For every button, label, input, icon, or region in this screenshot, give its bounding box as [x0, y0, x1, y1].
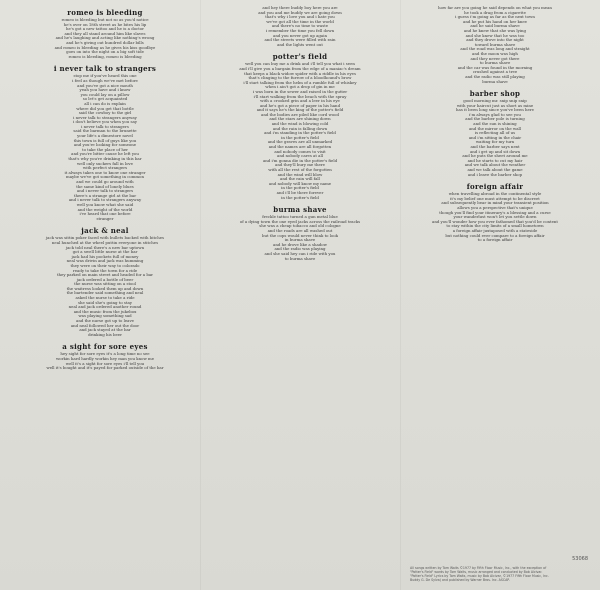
- lyric-line: and the sun is shining: [473, 122, 517, 127]
- lyric-line: all i can do is explain: [84, 101, 126, 106]
- lyric-line: stranger: [96, 216, 114, 221]
- lyrics-column-middle: [200, 0, 400, 590]
- song-lyrics: [206, 215, 394, 261]
- lyric-line: in the potter's field: [281, 186, 319, 191]
- lyric-line: he's over on 18th street as he bites his lip: [63, 22, 147, 27]
- song-title: jack & neal: [81, 226, 129, 236]
- lyric-line: and he's giving out hundred dollar bills: [66, 40, 144, 45]
- lyric-line: jack ordered a bottle of beer: [76, 277, 134, 282]
- lyric-line: and they all stand around him like slaves: [64, 31, 146, 36]
- song-title: potter's field: [272, 52, 328, 62]
- lyric-line: and he said burma shave: [470, 24, 520, 29]
- lyric-line: and subsequently bear in mind your transient position: [441, 201, 549, 206]
- lyric-line: neal was drivin and jack was humming: [66, 259, 144, 264]
- lyric-line: and you're looking for someone: [73, 143, 137, 148]
- lyric-line: it's my belief one must attempt to be discreet: [450, 196, 540, 201]
- lyric-line: that's clinging to the furrow of a bloodhound's brow: [248, 76, 352, 81]
- lyric-line: we've got all the time in the world: [266, 19, 334, 24]
- lyric-line: said the cowboy to the girl: [78, 111, 132, 116]
- song-lyrics: [406, 6, 584, 84]
- lyrics-column-right: [400, 0, 590, 590]
- lyric-line: drinking his beer: [88, 332, 122, 337]
- lyric-line: i guess i'm going as far as the next town: [455, 15, 535, 20]
- song-block: [206, 6, 394, 47]
- lyric-line: and he's got a piece of paper in his hand: [259, 103, 341, 108]
- lyric-line: how far are you going he said depends on what you mean: [438, 6, 552, 10]
- lyric-line: jack had his pockets full of money: [71, 254, 139, 259]
- lyric-line: well it's a sight for sore eyes i'll tell you: [65, 361, 145, 366]
- lyric-line: and the streets were filled with rain: [264, 38, 336, 43]
- lyric-line: and i'll be there forever: [276, 190, 324, 195]
- lyric-line: to take the place of her: [82, 147, 128, 152]
- lyric-line: a foreign affair juxtaposed with a stateside: [452, 228, 538, 233]
- song-lyrics: [406, 99, 584, 177]
- lyric-line: and she knew that he was too: [465, 33, 525, 38]
- lyric-line: with all the rest of the forgotten: [268, 168, 332, 172]
- lyric-line: is reflecting all of us: [474, 131, 516, 136]
- lyric-line: stop me if you've heard this one: [73, 74, 137, 79]
- credit-line: "Potter's Field" Lyrics by Tom Waits, music by Bob Alcivar, ©1977 Fifth Floor Music, Inc.: [410, 574, 549, 578]
- song-block: [206, 52, 394, 200]
- lyric-line: that's why i love you and i hate you: [265, 15, 335, 20]
- lyric-line: though you'll find your itinerary's a blessing and a curse: [439, 210, 551, 215]
- lyric-line: and neal followed her out the door: [70, 323, 140, 328]
- lyric-line: and the radio was still playing: [465, 74, 525, 79]
- lyric-line: but the cops would never think to look: [261, 233, 339, 238]
- lyric-line: got a swell little nurse at the bar: [72, 250, 138, 255]
- lyric-line: and he puts the sheet around me: [462, 154, 528, 159]
- song-title: barber shop: [469, 89, 521, 99]
- lyric-line: i've heard that one before: [79, 212, 131, 217]
- song-title: romeo is bleeding: [67, 8, 143, 17]
- lyric-line: that keeps a black widow spider with a riddle in his eyes: [244, 71, 356, 76]
- lyric-line: well you can buy me a drink and i'll tell you what i seen: [245, 62, 355, 67]
- lyric-line: and you've got a nice mouth: [77, 83, 133, 88]
- lyric-line: he took a drag from a cigarette: [464, 10, 526, 15]
- credit-line: All songs written by Tom Waits ©1977 by Fifth Floor Music, Inc., with the exception of: [410, 566, 547, 570]
- lyric-line: was playing something sad: [78, 314, 132, 319]
- lyric-line: he's got a new tattoo and he is a doctor: [65, 27, 145, 32]
- lyric-line: and he put his hand on her knee: [463, 19, 527, 24]
- song-block: [16, 226, 194, 337]
- song-title: a sight for sore eyes: [62, 342, 148, 352]
- lyric-line: with perfect strangers: [82, 166, 128, 171]
- lyric-line: and the radio was playing: [274, 247, 326, 252]
- song-title: burma shave: [273, 205, 327, 215]
- lyric-line: yeah you have and i know: [79, 88, 131, 93]
- lyric-line: this town is full of guys like you: [73, 138, 137, 143]
- lyric-line: she said she's going to stay: [78, 300, 132, 305]
- song-block: [406, 6, 584, 84]
- credit-line: "Potter's Field" words by Tom Waits, music arranged and conducted by Bob Alcivar.: [410, 570, 543, 574]
- lyric-line: workin hard hardly workin hey man you know me: [55, 357, 155, 361]
- lyric-line: i'll start talking from the helm of a rumble full of whiskey: [243, 80, 357, 85]
- song-block: [16, 64, 194, 221]
- lyric-line: and i never talk to strangers: [76, 189, 134, 194]
- lyric-line: and you're bitter cause he left you: [71, 152, 139, 157]
- lyric-line: freckle tattoo turned a gun metal blue: [262, 215, 338, 220]
- lyric-line: romeo is bleeding, romeo is bleeding: [68, 54, 142, 59]
- lyric-line: the waitress looked them up and down: [66, 286, 144, 291]
- lyric-line: and the wind is blowing cold: [271, 122, 329, 127]
- lyric-line: said the barman to the brunette: [73, 129, 137, 134]
- lyric-line: and the stars are shining down: [269, 117, 331, 122]
- lyric-line: and it says he's the king of the potter's field: [256, 108, 344, 113]
- lyric-line: and i'm standing in the potter's field: [264, 131, 336, 136]
- lyric-line: in burma shave: [284, 238, 316, 243]
- lyric-line: and the rain will fall: [280, 177, 320, 182]
- lyric-line: and romeo is bleeding as he gives his kiss goodbye: [54, 45, 156, 50]
- lyric-line: and the bodies are piled like cord wood: [261, 112, 339, 117]
- lyric-line: but nothing could ever compare to a foreign affair: [445, 233, 545, 238]
- lyric-line: your wanderlust won't let you settle down: [453, 215, 537, 220]
- lyric-line: with your haircut just as short as mine: [456, 103, 534, 108]
- lyric-line: waiting for my turn: [475, 140, 515, 145]
- lyric-line: maybe we've got something in common: [66, 175, 144, 180]
- catalog-number: 53068: [572, 556, 588, 562]
- lyric-line: when i ain't got a drop of gin in me: [265, 85, 335, 90]
- lyric-line: and they'll bury me there: [275, 163, 325, 168]
- song-block: [406, 182, 584, 243]
- lyric-line: in the potter's field: [281, 195, 319, 200]
- lyric-line: they were on their way to colorado: [70, 263, 140, 268]
- lyric-line: and the wind will blow: [277, 172, 323, 177]
- lyric-line: well only suckers fall in love: [77, 161, 133, 166]
- song-lyrics: [406, 192, 584, 243]
- lyric-line: and she said hey can i ride with you: [264, 251, 336, 256]
- song-lyrics: [16, 236, 194, 337]
- lyric-line: romeo is bleeding but not so as you'd notice: [61, 18, 149, 22]
- lyric-line: with a crooked grin and a leer in his eye: [260, 99, 340, 104]
- lyrics-column-left: [10, 0, 200, 590]
- lyric-line: i don't believe you when you say: [73, 120, 137, 125]
- lyric-line: that's why you're drinking in this bar: [68, 157, 142, 162]
- lyric-line: well it's bought and it's payed for parked outside of the bar: [46, 366, 164, 371]
- lyric-line: and the car was found in the morning: [457, 65, 533, 70]
- lyric-line: to burma shave: [284, 256, 316, 261]
- lyric-line: neal hunched at the wheel puttin everyone in stitches: [51, 240, 159, 245]
- lyric-line: and nobody cares at all: [277, 154, 323, 159]
- song-title: i never talk to strangers: [53, 64, 157, 74]
- song-block: [16, 8, 194, 59]
- song-block: [206, 205, 394, 261]
- lyric-line: and he starts to cut my hair: [467, 158, 523, 163]
- lyric-line: toward burma shave: [474, 42, 516, 47]
- lyric-line: and the barber says next: [470, 145, 520, 150]
- lyric-line: jack told neal there's a new bar uptown: [65, 245, 145, 250]
- lyric-line: good morning mr. snip snip snip: [463, 99, 527, 104]
- lyric-line: where did you get that bottle: [76, 106, 134, 111]
- lyric-line: and i leave the barber shop: [467, 172, 523, 177]
- lyric-line: and the moon was high: [472, 51, 518, 56]
- lyric-line: she was a cheap tobacco and old cologne: [259, 224, 341, 229]
- lyric-line: and i get up and sit down: [469, 149, 521, 154]
- lyric-line: i feel as though we've met before: [72, 78, 138, 83]
- lyric-line: and nobody will know my name: [268, 181, 332, 186]
- lyric-line: and the lights went out: [277, 42, 323, 47]
- lyric-line: and we talk about the weather: [464, 163, 526, 168]
- lyric-line: goes on into the night on a big soft tide: [66, 50, 144, 55]
- lyric-line: and he knew that she was lying: [463, 28, 527, 33]
- credits-block: [410, 566, 586, 582]
- lyric-line: and there's no time to waste: [271, 24, 329, 29]
- lyric-line: and the roads are all washed out: [267, 228, 333, 233]
- lyric-line: and i'm sitting in the chair: [468, 135, 522, 140]
- song-lyrics: [16, 74, 194, 221]
- lyric-line: and they drove into the night: [466, 38, 524, 43]
- lyric-line: and you never got up again: [273, 33, 327, 38]
- song-block: [16, 342, 194, 370]
- lyric-line: there's a strange girl at the bar: [73, 193, 137, 198]
- lyric-line: well you know what she said: [76, 202, 134, 207]
- lyric-line: and i'll give you a bargain from the edge of a maniac's dream: [239, 66, 361, 71]
- lyric-line: i was born in the sewer and raised in the gutter: [252, 89, 348, 94]
- lyric-line: i'm always glad to see you: [469, 112, 521, 117]
- lyric-line: and the mirror on the wall: [468, 126, 522, 131]
- lyric-line: and i never talk to strangers anyway: [68, 198, 142, 203]
- lyric-line: and you'll wonder how you ever fathomed that you'd be content: [432, 219, 558, 224]
- lyric-line: has it been long since you've been here: [456, 108, 534, 113]
- song-lyrics: [16, 18, 194, 59]
- lyric-line: and the road was long and straight: [460, 47, 530, 52]
- lyric-line: neal and jack ordered another round: [68, 305, 142, 310]
- lyric-line: and they never got there: [470, 56, 520, 61]
- lyric-line: your life's a dimestore novel: [77, 134, 133, 139]
- lyric-line: i'll start walking from the beach with the spray: [253, 94, 347, 99]
- lyric-line: and the weight of the world: [77, 207, 133, 212]
- song-block: [406, 89, 584, 177]
- lyric-line: and the rain is falling down: [272, 126, 328, 131]
- lyric-line: and we talk about the game: [467, 168, 523, 172]
- lyric-line: the same kind of lonely blues: [76, 184, 134, 189]
- lyric-line: it always takes one to know one stranger: [64, 170, 146, 175]
- lyric-line: asked the nurse to take a ride: [75, 296, 135, 301]
- lyric-line: and jack stayed at the bar: [79, 328, 131, 333]
- lyric-line: and we could go around with: [76, 180, 134, 184]
- song-lyrics: [206, 62, 394, 200]
- lyric-line: jack was sittin poker faced with bullets backed with bitches: [45, 236, 165, 241]
- lyric-line: and i'm gonna die in the potter's field: [262, 158, 338, 163]
- lyric-line: and nobody comes to visit: [274, 149, 326, 154]
- lyric-line: so let's get acquainted: [82, 97, 128, 102]
- song-title: foreign affair: [466, 182, 524, 192]
- lyric-line: i never talk to strangers: [81, 124, 129, 129]
- lyric-line: and the music from the jukebox: [73, 309, 137, 314]
- lyric-line: burma shave: [482, 79, 508, 84]
- lyric-line: hey sight for sore eyes it's a long time no see: [60, 352, 150, 357]
- lyric-line: crushed against a tree: [472, 70, 518, 75]
- lyric-line: and you and me buddy we are going down: [258, 10, 342, 15]
- lyric-line: when travelling abroad in the continental style: [448, 192, 542, 197]
- lyric-line: and the graves are all unmarked: [267, 140, 333, 145]
- lyric-line: and he drove like a shadow: [273, 242, 327, 247]
- lyric-line: they parked on main street and headed for a bar: [56, 273, 154, 278]
- lyric-line: in the potter's field: [281, 135, 319, 140]
- lyric-line: and hey there buddy boy here you are: [262, 6, 338, 10]
- lyric-line: to stay within the city limits of a small hometown: [446, 224, 544, 229]
- lyric-line: i remember the time you fell down: [265, 28, 335, 33]
- song-lyrics: [206, 6, 394, 47]
- song-lyrics: [16, 352, 194, 370]
- lyric-line: and the names are all forgotten: [268, 145, 332, 150]
- lyric-line: and he's laughing and acting like nothing's wrong: [55, 36, 155, 41]
- lyric-line: to burma shave: [479, 61, 511, 66]
- lyric-line: the nurse was sitting on a stool: [74, 282, 136, 287]
- credit-line: Buddy G. De Sylva) and published by Warner Bros. Inc. ASCAP.: [410, 578, 510, 582]
- lyric-line: allows you a perspective that's unique: [457, 205, 533, 210]
- lyric-line: i never talk to strangers anyway: [73, 115, 137, 120]
- lyric-line: of a dying town the one eyed jacks across the railroad tracks: [239, 219, 361, 224]
- lyric-line: and the barber pole is turning: [465, 117, 525, 122]
- lyric-line: to a foreign affair: [477, 238, 513, 243]
- lyric-line: and the nurse got up to leave: [76, 319, 134, 324]
- lyric-line: you could lay on a pillow: [80, 92, 130, 97]
- lyric-line: the bartender said something and neal: [66, 291, 144, 296]
- lyric-line: ready to take the town for a ride: [72, 268, 138, 273]
